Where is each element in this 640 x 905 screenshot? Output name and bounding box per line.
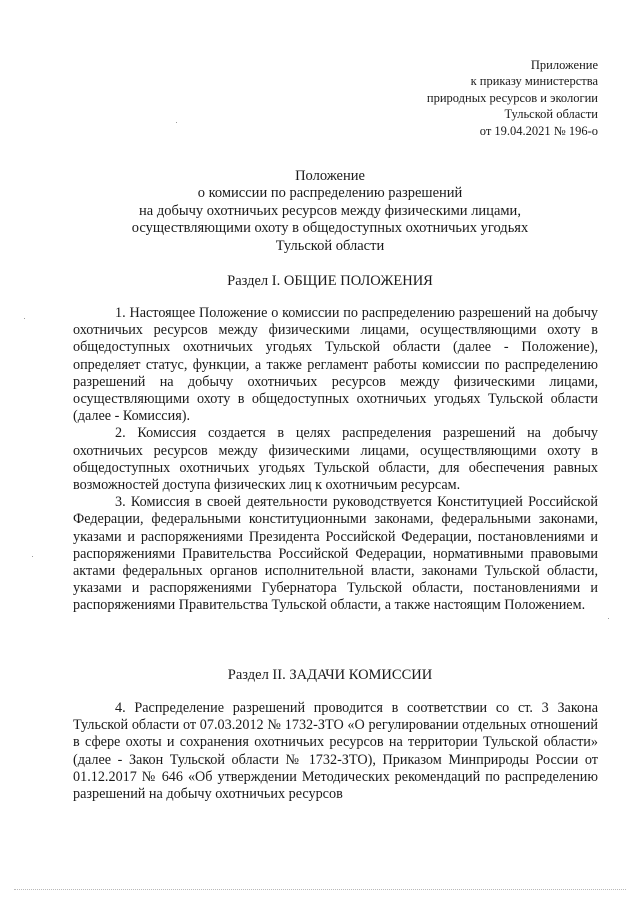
section-2-body [73,700,598,803]
scan-speck [176,122,177,123]
annex-line: Тульской области [504,107,598,122]
section-1-heading: Раздел I. ОБЩИЕ ПОЛОЖЕНИЯ [227,273,433,289]
scan-speck [608,618,609,619]
scan-speck [32,556,33,557]
title-line: о комиссии по распределению разрешений [197,185,463,202]
title-line: Тульской области [275,237,385,254]
annex-line: природных ресурсов и экологии [426,90,598,105]
title-line: на добычу охотничьих ресурсов между физическими лицами, [139,202,521,219]
annex-line: к приказу министерства [470,74,598,89]
annex-date-line: от 19.04.2021 № 196-о [479,123,598,138]
section-1-body [73,305,598,615]
annex-block [338,57,598,139]
title-line: Положение [295,168,365,184]
scan-speck [24,318,25,319]
paragraph-2: 2. Комиссия создается в целях распределения разрешений на добычу охотничьих ресурсов между физическими лицами, осуществляющими охоту в общедоступных охотничьих угодьях Тульской области, для обеспечения равных возможностей доступа физических лиц к охотничьим ресурсам. [73,425,598,494]
scan-edge-line [14,889,626,890]
paragraph-1: 1. Настоящее Положение о комиссии по распределению разрешений на добычу охотничьих ресурсов между физическими лицами, осуществляющими охоту в общедоступных охотничьих угодьях Тульской области (далее - Положение), определяет статус, функции, а также регламент работы комиссии по распределению разрешений на добычу охотничьих ресурсов между физическими лицами, осуществляющими охоту в общедоступных охотничьих угодьях Тульской области (далее - Комиссия). [73,305,598,425]
paragraph-3: 3. Комиссия в своей деятельности руководствуется Конституцией Российской Федерации, федеральными конституционными законами, федеральными законами, указами и распоряжениями Президента Российской Федерации, постановлениями и распоряжениями Правительства Российской Федерации, нормативными правовыми актами федеральных органов исполнительной власти, законами Тульской области, указами и распоряжениями Губернатора Тульской области, постановлениями и распоряжениями Правительства Тульской области, а также настоящим Положением. [73,494,598,614]
document-title [60,168,600,255]
paragraph-4: 4. Распределение разрешений проводится в соответствии со ст. 3 Закона Тульской области от 07.03.2012 № 1732-ЗТО «О регулировании отдельных отношений в сфере охоты и сохранения охотничьих ресурсов на территории Тульской области» (далее - Закон Тульской области № 1732-ЗТО), Приказом Минприроды России от 01.12.2017 № 646 «Об утверждении Методических рекомендаций по распределению разрешений на добычу охотничьих ресурсов [73,700,598,803]
section-2-heading: Раздел II. ЗАДАЧИ КОМИССИИ [227,667,433,683]
title-line: осуществляющими охоту в общедоступных охотничьих угодьях [131,220,529,237]
annex-line: Приложение [530,58,598,72]
